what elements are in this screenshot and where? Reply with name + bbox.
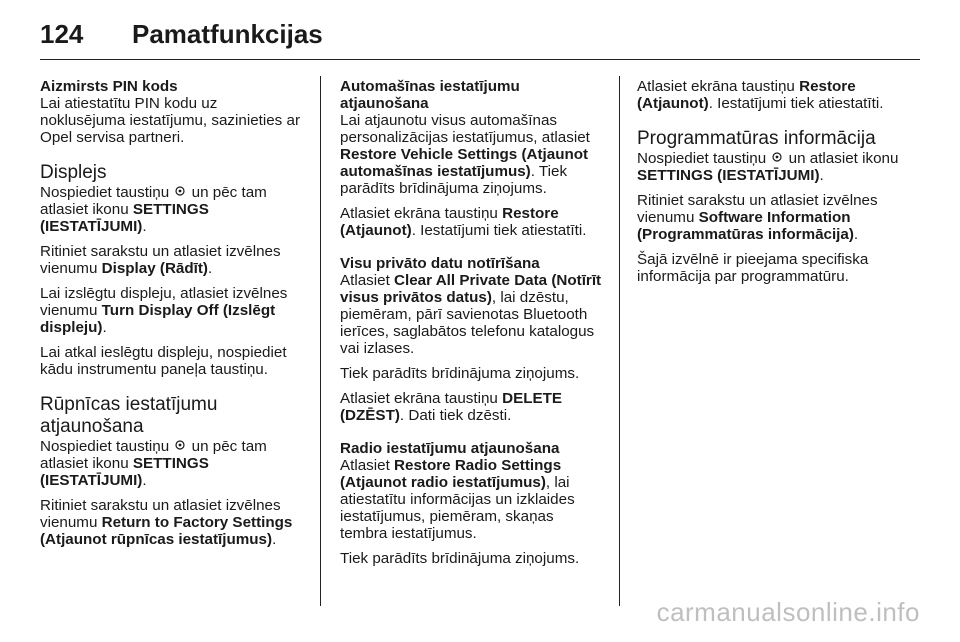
section-title-forgotten-pin: Aizmirsts PIN kods [40, 78, 178, 95]
section-title-clear-data: Visu privāto datu notīrīšana [340, 255, 540, 272]
column-3 [637, 78, 899, 293]
page-title: Pamatfunkcijas [132, 18, 323, 49]
paragraph-clear-3: Atlasiet ekrāna taustiņu DELETE (DZĒST). Dati tiek dzēsti. [340, 390, 563, 424]
heading-factory-settings: Rūpnīcas iestatījumu atjaunošana [40, 394, 218, 437]
paragraph-radio-restore-confirm: Atlasiet ekrāna taustiņu Restore (Atjaunot). Iestatījumi tiek atiestatīti. [637, 78, 884, 112]
section-title-vehicle-restore: Automašīnas iestatījumu atjaunošana [340, 78, 520, 112]
paragraph-forgotten-pin: Lai atiestatītu PIN kodu uz noklusējuma iestatījumu, sazinieties ar Opel servisa partneri. [40, 95, 300, 146]
watermark: carmanualsonline.info [656, 597, 920, 627]
heading-software-info: Programmatūras informācija [637, 128, 876, 149]
paragraph-display-1: Nospiediet taustiņu un pēc tam atlasiet ikonu SETTINGS (IESTATĪJUMI). [40, 184, 267, 235]
paragraph-software-3: Šajā izvēlnē ir pieejama specifiska informācija par programmatūru. [637, 251, 869, 285]
heading-displejs: Displejs [40, 162, 107, 183]
paragraph-vehicle-2: Atlasiet ekrāna taustiņu Restore (Atjaunot). Iestatījumi tiek atiestatīti. [340, 205, 587, 239]
paragraph-display-4: Lai atkal ieslēgtu displeju, nospiediet kādu instrumentu paneļa taustiņu. [40, 344, 287, 378]
paragraph-software-1: Nospiediet taustiņu un atlasiet ikonu SETTINGS (IESTATĪJUMI). [637, 150, 899, 184]
paragraph-display-3: Lai izslēgtu displeju, atlasiet izvēlnes vienumu Turn Display Off (Izslēgt displeju). [40, 285, 288, 336]
column-divider-2 [619, 76, 620, 606]
gear-icon [173, 184, 187, 201]
column-divider-1 [320, 76, 321, 606]
paragraph-factory-2: Ritiniet sarakstu un atlasiet izvēlnes vienumu Return to Factory Settings (Atjaunot rūpnīcas iestatījumus). [40, 497, 293, 548]
paragraph-factory-1: Nospiediet taustiņu un pēc tam atlasiet ikonu SETTINGS (IESTATĪJUMI). [40, 438, 267, 489]
section-title-radio-restore: Radio iestatījumu atjaunošana [340, 440, 560, 457]
gear-icon [173, 438, 187, 455]
column-2 [340, 78, 602, 575]
paragraph-radio-1: Atlasiet Restore Radio Settings (Atjaunot radio iestatījumus), lai atiestatītu informācijas un izklaides iestatījumus, piemēram, skaņas tembra iestatījumus. [340, 457, 575, 542]
paragraph-clear-2: Tiek parādīts brīdinājuma ziņojums. [340, 365, 580, 382]
gear-icon [770, 150, 784, 167]
paragraph-clear-1: Atlasiet Clear All Private Data (Notīrīt visus privātos datus), lai dzēstu, piemēram, pārī savienotas Bluetooth ierīces, saglabātos telefonu katalogus vai izlases. [340, 272, 602, 357]
paragraph-display-2: Ritiniet sarakstu un atlasiet izvēlnes vienumu Display (Rādīt). [40, 243, 281, 277]
paragraph-vehicle-1: Lai atjaunotu visus automašīnas personalizācijas iestatījumus, atlasiet Restore Vehicle Settings (Atjaunot automašīnas iestatījumus). Tiek parādīts brīdinājuma ziņojums. [340, 112, 590, 197]
column-1 [40, 78, 302, 556]
page-number: 124 [40, 18, 84, 49]
paragraph-software-2: Ritiniet sarakstu un atlasiet izvēlnes vienumu Software Information (Programmatūras informācija). [637, 192, 878, 243]
page-header [40, 14, 920, 54]
header-divider [40, 59, 920, 60]
paragraph-radio-2: Tiek parādīts brīdinājuma ziņojums. [340, 550, 580, 567]
